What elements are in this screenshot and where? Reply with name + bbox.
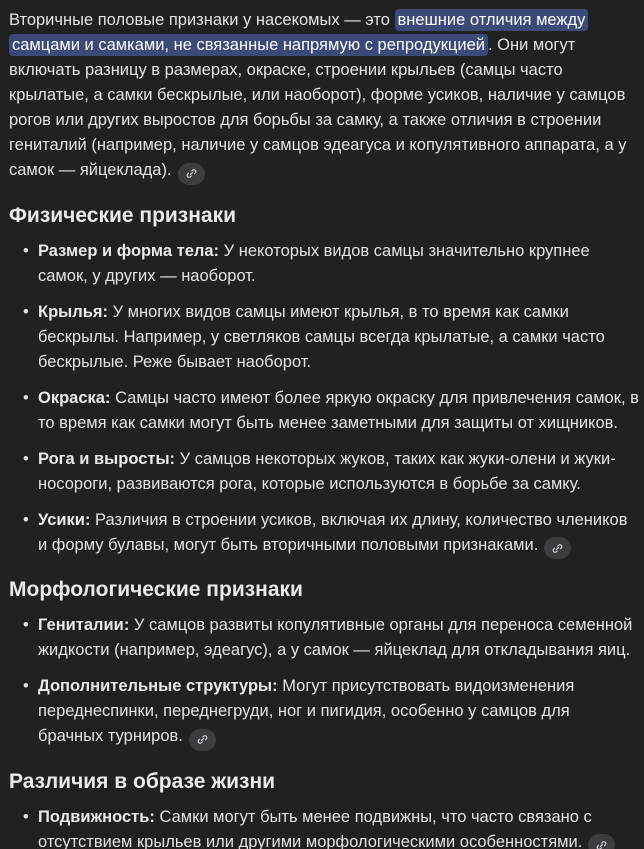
item-text: Могут присутствовать видоизменения переднеспинки, переднегруди, ног и пигидия, особенно у самцов для брачных турниров.: [38, 677, 575, 745]
citation-chip[interactable]: [588, 834, 615, 849]
link-icon: [196, 733, 209, 746]
item-label: Крылья:: [38, 302, 108, 321]
section-heading-lifestyle: Различия в образе жизни: [9, 769, 276, 793]
item-text: У самцов развиты копулятивные органы для переноса семенной жидкости (например, эдеагус), а у самок — яйцеклад для откладывания яиц.: [38, 616, 633, 659]
list-item: [9, 805, 639, 849]
section-heading-physical: Физические признаки: [9, 203, 237, 227]
list-item: [9, 674, 639, 751]
bullet-icon: •: [23, 449, 29, 468]
intro-text-post: . Они могут включать разницу в размерах, окраске, строении крыльев (самцы часто крылатые, а самки бескрылые, или наоборот), форме усиков, наличие у самцов рогов или других выростов для борьбы за самку, а также отличия в строении гениталий (например, наличие у самцов эдеагуса и копулятивного аппарата, а у самок — яйцеклада).: [9, 36, 627, 179]
citation-chip[interactable]: [544, 537, 571, 559]
bullet-icon: •: [23, 241, 29, 260]
item-label: Размер и форма тела:: [38, 241, 220, 260]
citation-chip[interactable]: [178, 163, 205, 185]
item-text: Самцы часто имеют более яркую окраску для привлечения самок, в то время как самки могут быть менее заметными для защиты от хищников.: [38, 388, 639, 432]
item-label: Дополнительные структуры:: [38, 677, 278, 695]
item-label: Рога и выросты:: [38, 449, 176, 468]
list-item: [9, 386, 639, 436]
bullet-icon: •: [23, 302, 29, 321]
item-label: Гениталии:: [38, 616, 130, 634]
link-icon: [551, 542, 564, 555]
intro-text-pre: Вторичные половые признаки у насекомых — это: [9, 11, 395, 29]
citation-chip[interactable]: [189, 729, 216, 751]
bullet-icon: •: [23, 510, 29, 529]
list-item: [9, 508, 639, 560]
item-text: Самки могут быть менее подвижны, что часто связано с отсутствием крыльев или другими морфологическими особенностями.: [38, 807, 592, 849]
item-label: Усики:: [38, 510, 91, 529]
bullet-icon: •: [23, 616, 29, 634]
list-item: [9, 613, 639, 663]
morphological-features-list: [9, 613, 639, 751]
bullet-icon: •: [23, 807, 29, 826]
section-heading-morphological: Морфологические признаки: [9, 578, 303, 601]
lifestyle-features-list: [9, 805, 639, 849]
item-text: У многих видов самцы имеют крылья, в то время как самки бескрылы. Например, у светляков самцы всегда крылатые, а самки часто бескрылые. Реже бывает наоборот.: [38, 302, 605, 371]
chat-response: [9, 8, 639, 849]
bullet-icon: •: [23, 388, 29, 407]
item-text: Различия в строении усиков, включая их длину, количество члеников и форму булавы, могут быть вторичными половыми признаками.: [38, 510, 628, 554]
link-icon: [595, 839, 608, 849]
highlighted-citation-text[interactable]: внешние отличия между самцами и самками, не связанные напрямую с репродукцией: [9, 9, 588, 56]
intro-paragraph: [9, 8, 639, 185]
bullet-icon: •: [23, 677, 29, 695]
list-item: [9, 300, 639, 375]
list-item: [9, 447, 639, 497]
link-icon: [185, 167, 198, 180]
item-text: У самцов некоторых жуков, таких как жуки-олени и жуки-носороги, развиваются рога, которые используются в борьбе за самку.: [38, 449, 616, 493]
list-item: [9, 239, 639, 289]
item-text: У некоторых видов самцы значительно крупнее самок, у других — наоборот.: [38, 241, 590, 285]
item-label: Окраска:: [38, 388, 111, 407]
item-label: Подвижность:: [38, 807, 155, 826]
physical-features-list: [9, 239, 639, 560]
